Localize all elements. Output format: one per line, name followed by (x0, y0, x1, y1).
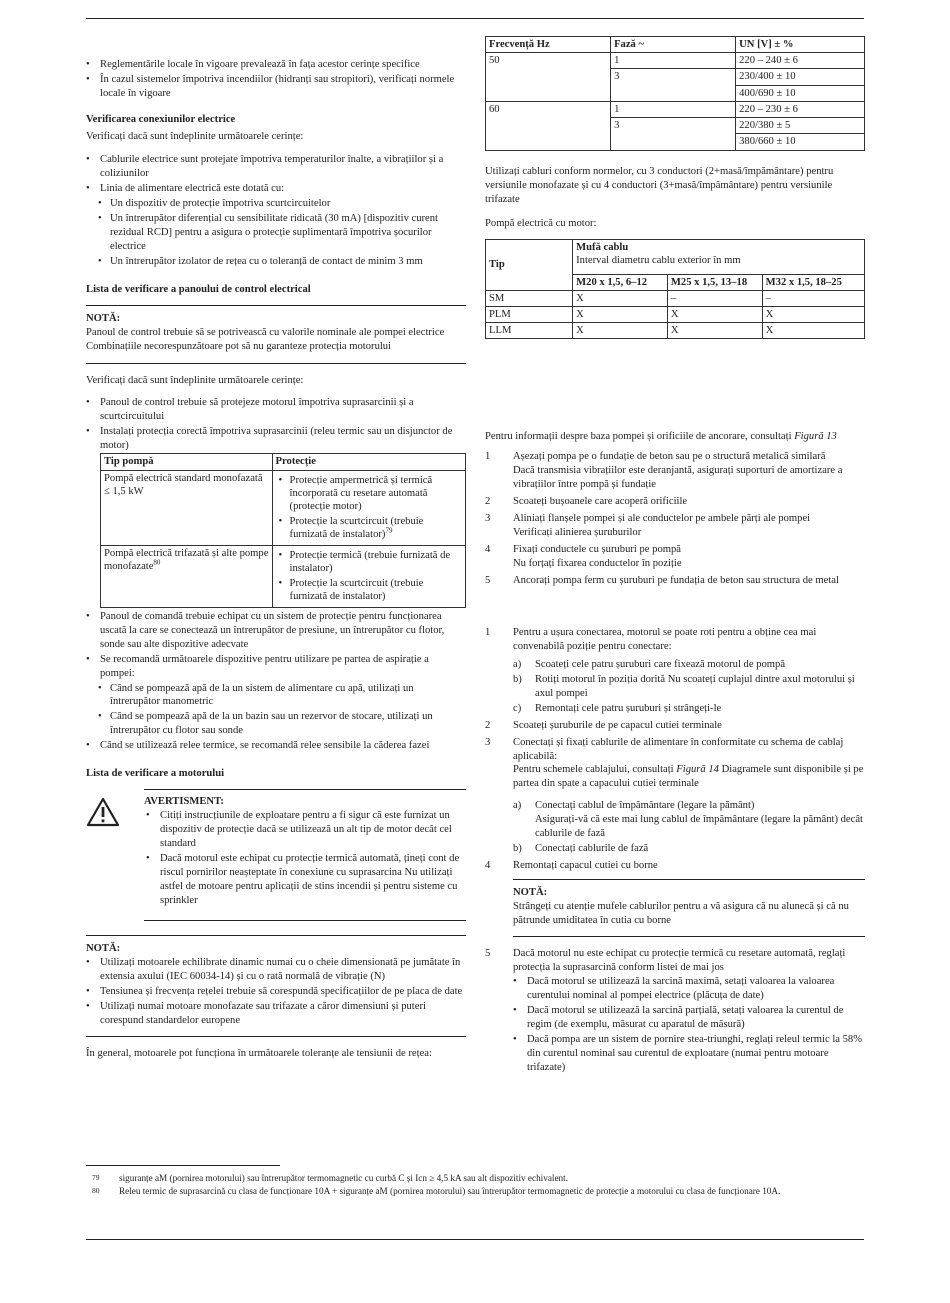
warning-icon (86, 789, 144, 921)
note-rule-top (86, 935, 466, 936)
electrical-checklist (86, 153, 466, 269)
list-item: • Protecție ampermetrică și termică încorporată cu resetare automată (protecție motor) (276, 474, 462, 514)
voltage-table (485, 36, 865, 151)
table-cell: – (667, 290, 762, 306)
sub-step-letter: a) (513, 800, 522, 812)
table-header: Frecvență Hz (486, 37, 611, 53)
list-item: • Cablurile electrice sunt protejate împotriva temperaturilor înalte, a vibrațiilor și a coliziunilor (86, 153, 466, 181)
list-item: • Dacă motorul este echipat cu protecție termică automată, țineți cont de riscul pornirilor neașteptate în conexiune cu suprasarcina Nu utilizați astfel de motoare pentru aplicații de stins incendii și pentru sisteme cu sprinkler (146, 852, 466, 908)
list-item (86, 653, 466, 739)
section-heading-motor: Lista de verificare a motorului (86, 768, 225, 780)
list-item: • Reglementările locale în vigoare prevalează în fața acestor cerințe specifice (86, 58, 466, 72)
step-item (485, 574, 865, 588)
footnote-number: 79 (92, 1173, 100, 1182)
step-text: Remontați capacul cutiei cu borne (513, 860, 658, 872)
table-row (486, 306, 865, 322)
table-header: M32 x 1,5, 18–25 (762, 274, 864, 290)
install-steps (485, 450, 865, 588)
list-item: • Panoul de control trebuie să protejeze motorul împotriva suprasarcinii și a scurtcircuitului (86, 396, 466, 424)
step-text: Pentru a ușura conectarea, motorul se poate roti pentru a obține cea mai convenabilă poziție pentru conectare: (513, 626, 817, 652)
step-number: 3 (485, 512, 491, 524)
note-title: NOTĂ: (86, 312, 121, 324)
sub-step-text: Rotiți motorul în poziția dorită Nu scoateți cuplajul dintre axul motorului și axul pompei (535, 673, 855, 699)
sub-step-text: Remontați cele patru șuruburi și strângeți-le (535, 702, 722, 714)
step-text-part: Diagramele sunt disponibile și pe partea din spate a capacului cutiei terminale (513, 764, 864, 790)
table-header: UN [V] ± % (736, 37, 865, 53)
table-row (101, 470, 466, 545)
base-info-text: Pentru informații despre baza pompei și orificiile de ancorare, consultați (485, 431, 792, 443)
table-cell: 1 (611, 101, 736, 117)
table-cell (272, 545, 465, 607)
list-item (276, 515, 462, 541)
note-rule-top (513, 879, 865, 880)
table-cell: X (573, 323, 668, 339)
step-text: Aliniați flanșele pompei și ale conductelor pe ambele părți ale pompei (513, 512, 811, 524)
table-cell: X (573, 290, 668, 306)
list-item: • Când se pompează apă de la un bazin sau un rezervor de stocare, utilizați un întrerupător cu flotor sau sonde (86, 710, 466, 738)
table-cell: PLM (486, 306, 573, 322)
note-rule-bottom (513, 936, 865, 937)
list-item: • Protecție termică (trebuie furnizată de instalator) (276, 549, 462, 575)
step-number: 5 (485, 574, 491, 586)
group-title: Mufă cablu (576, 241, 629, 253)
note-rule-bottom (86, 1036, 466, 1037)
cell-text: Pompă electrică trifazată și alte pompe monofazate (104, 547, 269, 572)
warning-title: AVERTISMENT: (144, 796, 224, 808)
sub-step-text: Conectați cablurile de fază (535, 843, 649, 855)
cable-table (485, 239, 865, 340)
section-heading-electrical: Verificarea conexiunilor electrice (86, 113, 236, 125)
step-text: Fixați conductele cu șuruburi pe pompă (513, 543, 681, 555)
table-cell: 400/690 ± 10 (736, 85, 865, 101)
warning-list (146, 809, 466, 908)
table-row (101, 545, 466, 607)
step-item (485, 450, 865, 492)
table-cell: X (762, 323, 864, 339)
footnote (86, 1173, 866, 1185)
list-item: • Când se utilizează relee termice, se recomandă relee sensibile la căderea fazei (86, 739, 466, 753)
table-cell: 220/380 ± 5 (736, 118, 865, 134)
table-cell: X (762, 306, 864, 322)
warning-rule-bottom (144, 920, 466, 921)
table-cell: 1 (611, 53, 736, 69)
table-row (486, 290, 865, 306)
list-item: • Tensiunea și frecvența rețelei trebuie să corespundă specificațiilor de pe placa de date (86, 985, 466, 999)
step-item (485, 512, 865, 540)
sub-step-text: Asigurați-vă că este mai lung cablul de împământare (legare la pământ) decât cablurile de fază (535, 814, 863, 840)
figure-ref[interactable]: Figură 13 (794, 431, 837, 443)
left-column (86, 58, 466, 1061)
step-number: 2 (485, 719, 491, 731)
table-header: Tip (486, 239, 573, 290)
table-cell: X (667, 323, 762, 339)
step-text: Dacă transmisia vibrațiilor este deranjantă, asigurați suporturi de amortizare a vibrațiilor între pompă și fundație (513, 465, 843, 490)
footnote (86, 1186, 866, 1198)
footnote-ref: 79 (385, 526, 393, 535)
step-item (485, 859, 865, 873)
step-number: 2 (485, 495, 491, 507)
figure-ref[interactable]: Figură 14 (676, 764, 719, 776)
table-cell: 3 (611, 69, 736, 101)
list-item: • Citiți instrucțiunile de exploatare pentru a fi sigur că este furnizat un dispozitiv de protecție dacă se utilizează un alt tip de motor decât cel standard (146, 809, 466, 851)
step-number: 3 (485, 736, 491, 748)
list-item: • Protecție la scurtcircuit (trebuie furnizată de instalator) (276, 577, 462, 603)
table-row (486, 323, 865, 339)
protection-table-wrap (86, 453, 466, 607)
note-text: Panoul de control trebuie să se potrivească cu valorile nominale ale pompei electrice Combinațiile necorespunzătoare pot să nu garanteze protecția motorului (86, 326, 445, 352)
step-text: Scoateți bușoanele care acoperă orificiile (513, 495, 688, 507)
note-list (86, 956, 466, 1028)
step-item (485, 626, 865, 716)
step-number: 5 (485, 948, 491, 960)
table-cell: SM (486, 290, 573, 306)
list-item: • Dacă motorul se utilizează la sarcină maximă, setați valoarea la valoarea curentului nominal al pompei electrice (plăcuța de date) (513, 975, 865, 1003)
table-cell: 380/660 ± 10 (736, 134, 865, 150)
step-text (513, 763, 865, 791)
group-subtitle: Interval diametru cablu exterior în mm (576, 254, 741, 266)
list-item: • Un dispozitiv de protecție împotriva scurtcircuitelor (86, 197, 466, 211)
base-info (485, 427, 865, 447)
footnote-ref: 80 (153, 558, 161, 567)
list-item: • În cazul sistemelor împotriva incendiilor (hidranți sau stropitori), verificați normele locale în vigoare (86, 73, 466, 101)
list-item: • Instalați protecția corectă împotriva suprasarcinii (releu termic sau un disjunctor de motor) (86, 425, 466, 453)
step-text: Nu forțați fixarea conductelor în poziție (513, 557, 682, 569)
step-item (485, 947, 865, 1075)
list-item: • Utilizați motoarele echilibrate dinamic numai cu o cheie dimensionată pe jumătate în extensia axului (IEC 60034-14) și cu o rată normală de vibrație (N) (86, 956, 466, 984)
table-header: M20 x 1,5, 6–12 (573, 274, 668, 290)
sub-step (513, 799, 865, 841)
table-header (573, 239, 865, 274)
step-text: Așezați pompa pe o fundație de beton sau pe o structură metalică similară (513, 451, 826, 463)
step-text-part: Pentru schemele cablajului, consultați (513, 764, 674, 776)
step-number: 1 (485, 451, 491, 463)
sub-list (513, 975, 865, 1075)
footnote-rule (86, 1165, 280, 1166)
protection-table (100, 453, 466, 607)
footnote-number: 80 (92, 1185, 100, 1195)
panel-checklist-cont (86, 610, 466, 754)
sub-step-text: Scoateți cele patru șuruburi care fixează motorul de pompă (535, 658, 786, 670)
list-item: • Când se pompează apă de la un sistem de alimentare cu apă, utilizați un întrerupător manometric (86, 682, 466, 710)
table-cell: Pompă electrică standard monofazată ≤ 1,5 kW (101, 470, 273, 545)
cable-text: Utilizați cabluri conform normelor, cu 3 conductori (2+masă/împământare) pentru versiunile monofazate și cu 4 conductori (3+masă/împământare) pentru versiunile trifazate (485, 165, 834, 205)
list-item-text: Protecție la scurtcircuit (trebuie furnizată de instalator) (289, 516, 424, 541)
list-item-text: Se recomandă următoarele dispozitive pentru utilizare pe partea de aspirație a pompei: (100, 653, 429, 679)
warning-body (144, 789, 466, 921)
intro-bullets (86, 58, 466, 101)
table-cell: X (667, 306, 762, 322)
step-text: Verificați alinierea șuruburilor (513, 526, 642, 538)
sub-step (513, 658, 865, 672)
top-rule (86, 18, 864, 19)
sub-step-letter: b) (513, 673, 522, 685)
list-item: • Utilizați numai motoare monofazate sau trifazate a căror dimensiuni și puteri corespund standardelor europene (86, 1000, 466, 1028)
section-intro: Verificați dacă sunt îndeplinite următoarele cerințe: (86, 130, 304, 142)
bottom-rule (86, 1239, 864, 1240)
step-text: Dacă motorul nu este echipat cu protecție termică cu resetare automată, reglați protecția la suprasarcină conform listei de mai jos (513, 948, 846, 974)
list-item (86, 182, 466, 269)
step-text: Conectați și fixați cablurile de alimentare în conformitate cu schema de cablaj aplicabilă: (513, 736, 844, 762)
table-header: Protecție (272, 454, 465, 470)
note-rule-top (86, 305, 466, 306)
step-number: 1 (485, 626, 491, 638)
step-number: 4 (485, 543, 491, 555)
table-cell: 3 (611, 118, 736, 150)
note-title: NOTĂ: (513, 887, 548, 899)
footnote-text: Releu termic de suprasarcină cu clasa de funcționare 10A + siguranțe aM (pornirea motorului) sau întrerupător termomagnetic de protecție a motorului cu clasa de funcționare 10A. (119, 1185, 781, 1196)
motor-label: Pompă electrică cu motor: (485, 217, 597, 229)
step-item (485, 736, 865, 857)
table-cell: X (573, 306, 668, 322)
table-cell: – (762, 290, 864, 306)
table-cell (101, 545, 273, 607)
step-item (485, 495, 865, 509)
sub-step (513, 673, 865, 701)
section-intro: Verificați dacă sunt îndeplinite următoarele cerințe: (86, 375, 304, 387)
sub-steps (513, 799, 865, 856)
panel-checklist (86, 396, 466, 453)
right-column (485, 36, 865, 1078)
list-item: • Dacă pompa are un sistem de pornire stea-triunghi, reglați releul termic la 58% din curentul nominal sau curentul de exploatare (numai pentru motoare trifazate) (513, 1033, 865, 1075)
footnote-text: siguranțe aM (pornirea motorului) sau întrerupător termomagnetic cu curbă C și Icn ≥ 4,5 kA sau alt dispozitiv echivalent. (119, 1173, 568, 1183)
warning-box (86, 789, 466, 921)
wiring-steps (485, 626, 865, 874)
section-heading-panel: Lista de verificare a panoului de control electrical (86, 283, 311, 295)
sub-list (86, 197, 466, 269)
wiring-steps-cont (485, 947, 865, 1075)
table-cell (272, 470, 465, 545)
table-cell: 220 – 230 ± 6 (736, 101, 865, 117)
step-text: Scoateți șuruburile de pe capacul cutiei terminale (513, 719, 722, 731)
table-header: Fază ~ (611, 37, 736, 53)
note-rule-bottom (86, 363, 466, 364)
sub-step-letter: c) (513, 702, 522, 714)
sub-step (513, 842, 865, 856)
table-cell: 60 (486, 101, 611, 150)
sub-step-text: Conectați cablul de împământare (legare la pământ) (535, 800, 755, 812)
table-row (486, 53, 865, 69)
sub-step-letter: b) (513, 843, 522, 855)
table-cell: 230/400 ± 10 (736, 69, 865, 85)
sub-list (86, 682, 466, 739)
note-title: NOTĂ: (86, 943, 121, 955)
step-number: 4 (485, 860, 491, 872)
footnotes (86, 1165, 866, 1199)
note-text: Strângeți cu atenție mufele cablurilor pentru a vă asigura că nu alunecă și că nu pătrunde umiditatea în cutia cu borne (513, 901, 849, 927)
closing-text: În general, motoarele pot funcționa în următoarele toleranțe ale tensiunii de rețea: (86, 1047, 432, 1059)
warning-rule-top (144, 789, 466, 790)
list-item: • Un întrerupător diferențial cu sensibilitate ridicată (30 mA) [dispozitiv curent rezidual RCD] pentru a asigura o protecție suplimentară împotriva șocurilor electrice (86, 212, 466, 254)
table-header: Tip pompă (101, 454, 273, 470)
sub-step (513, 702, 865, 716)
table-cell: LLM (486, 323, 573, 339)
sub-step-letter: a) (513, 658, 522, 670)
table-cell: 220 – 240 ± 6 (736, 53, 865, 69)
sub-steps (513, 658, 865, 716)
step-text: Ancorați pompa ferm cu șuruburi pe fundația de beton sau structura de metal (513, 574, 839, 586)
list-item: • Un întrerupător izolator de rețea cu o toleranță de contact de minim 3 mm (86, 255, 466, 269)
table-cell: 50 (486, 53, 611, 102)
note-box (485, 879, 865, 937)
list-item-text: Linia de alimentare electrică este dotată cu: (100, 182, 285, 194)
step-item (485, 543, 865, 571)
table-row (486, 101, 865, 117)
table-header: M25 x 1,5, 13–18 (667, 274, 762, 290)
step-item (485, 719, 865, 733)
list-item: • Panoul de comandă trebuie echipat cu un sistem de protecție pentru funcționarea uscată la care se conectează un întrerupător de presiune, un întrerupător cu flotor, sonde sau alte dispozitive adecvate (86, 610, 466, 652)
list-item: • Dacă motorul se utilizează la sarcină parțială, setați valoarea la curentul de regim (de exemplu, măsurat cu aparatul de măsură) (513, 1004, 865, 1032)
